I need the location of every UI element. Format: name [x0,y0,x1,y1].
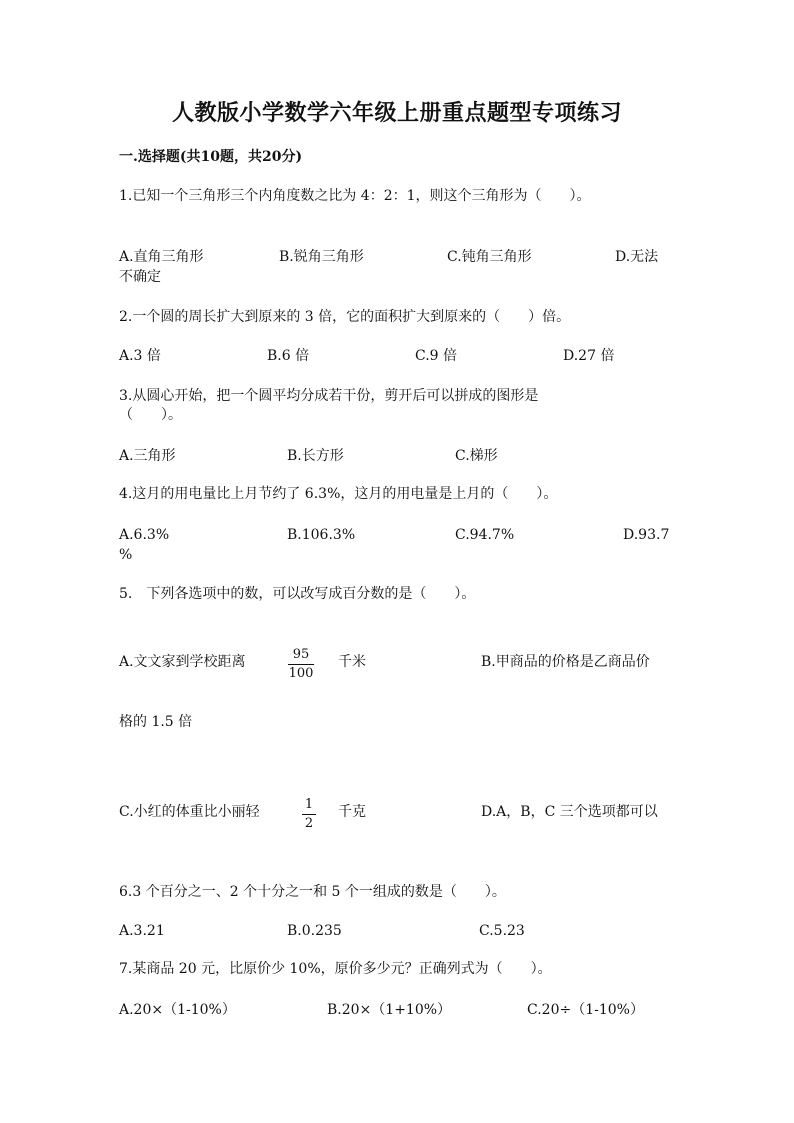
fraction-numerator: 1 [304,797,314,812]
question-2-option-d[interactable]: D.27 倍 [563,348,615,364]
question-5-option-a-unit: 千米 [338,654,366,670]
question-5-option-c-unit: 千克 [338,804,366,820]
question-2-option-c[interactable]: C.9 倍 [415,348,458,364]
fraction-numerator: 95 [292,647,310,662]
question-4-text: 4.这月的用电量比上月节约了 6.3%，这月的用电量是上月的（ ）。 [119,486,558,502]
fraction-denominator: 100 [288,666,314,681]
question-3-text-cont: （ ）。 [119,407,182,423]
question-1-option-d-wrap: 不确定 [119,269,161,285]
question-2-option-b[interactable]: B.6 倍 [267,348,310,364]
question-7-option-a[interactable]: A.20×（1-10%） [119,1002,236,1018]
question-2-text: 2.一个圆的周长扩大到原来的 3 倍，它的面积扩大到原来的（ ）倍。 [119,309,571,325]
question-7-option-c[interactable]: C.20÷（1-10%） [527,1002,644,1018]
fraction-denominator: 2 [304,816,314,831]
question-1-option-b[interactable]: B.锐角三角形 [279,249,364,265]
question-7-text: 7.某商品 20 元，比原价少 10%，原价多少元？正确列式为（ ）。 [119,961,552,977]
question-4-option-d[interactable]: D.93.7 [623,527,670,543]
fraction-bar [288,664,314,665]
question-7-option-b[interactable]: B.20×（1+10%） [327,1002,452,1018]
question-5-option-b-wrap: 格的 1.5 倍 [119,714,193,730]
question-6-option-b[interactable]: B.0.235 [287,923,342,939]
question-1-option-a[interactable]: A.直角三角形 [119,249,204,265]
question-5-option-d[interactable]: D.A，B，C 三个选项都可以 [481,804,658,820]
question-6-option-c[interactable]: C.5.23 [479,923,525,939]
question-4-option-b[interactable]: B.106.3% [287,527,356,543]
fraction-bar [302,814,316,815]
question-1-text: 1.已知一个三角形三个内角度数之比为 4：2：1，则这个三角形为（ ）。 [119,188,591,204]
question-5-option-a[interactable]: A.文文家到学校距离 [119,654,246,670]
question-3-option-a[interactable]: A.三角形 [119,448,176,464]
question-5-option-c-fraction [302,797,316,832]
question-5-option-c[interactable]: C.小红的体重比小丽轻 [119,804,260,820]
question-3-text: 3.从圆心开始，把一个圆平均分成若干份，剪开后可以拼成的图形是 [119,388,539,404]
question-5-option-a-fraction [288,647,314,682]
question-6-option-a[interactable]: A.3.21 [119,923,165,939]
question-1-option-c[interactable]: C.钝角三角形 [447,249,532,265]
question-5-option-b[interactable]: B.甲商品的价格是乙商品价 [481,654,650,670]
question-4-option-a[interactable]: A.6.3% [119,527,170,543]
question-5-text: 5. 下列各选项中的数，可以改写成百分数的是（ ）。 [119,586,476,602]
question-3-option-c[interactable]: C.梯形 [455,448,498,464]
question-6-text: 6.3 个百分之一、2 个十分之一和 5 个一组成的数是（ ）。 [119,884,506,900]
question-4-option-c[interactable]: C.94.7% [455,527,515,543]
section-heading: 一.选择题(共10题，共20分) [119,149,303,165]
page-title: 人教版小学数学六年级上册重点题型专项练习 [171,100,622,126]
question-1-option-d[interactable]: D.无法 [615,249,659,265]
question-2-option-a[interactable]: A.3 倍 [119,348,161,364]
question-3-option-b[interactable]: B.长方形 [287,448,344,464]
question-4-option-d-wrap: % [119,547,133,563]
